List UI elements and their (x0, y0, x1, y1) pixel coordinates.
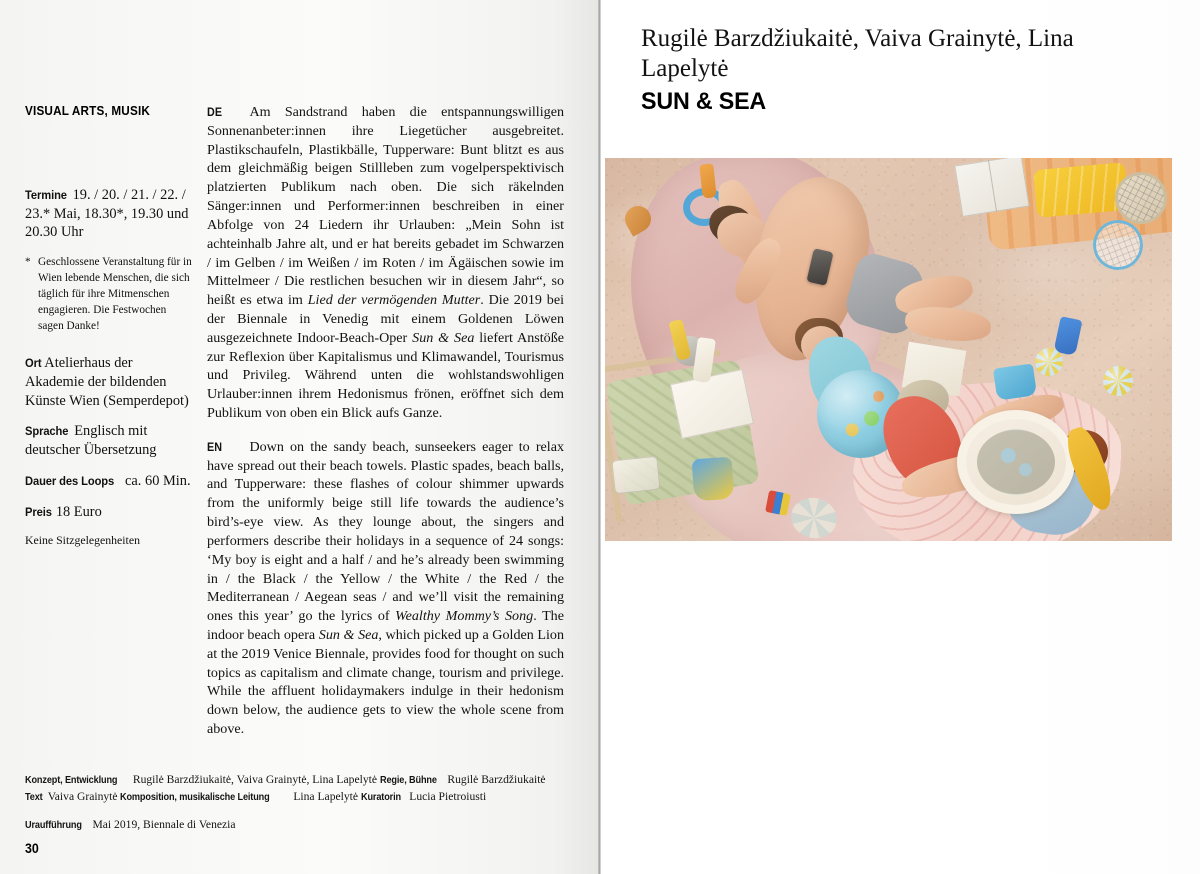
event-meta-sidebar (25, 104, 193, 549)
de-italic-song-title: Lied der vermögenden Mutter (307, 292, 481, 309)
meta-price-value: 18 Euro (55, 503, 102, 520)
language-marker-de: DE (207, 106, 223, 119)
en-italic-song-title: Wealthy Mommy’s Song (395, 608, 534, 625)
meta-footnote (25, 254, 193, 334)
blue-sand-bucket (993, 363, 1037, 400)
footnote-text: Geschlossene Veranstaltung für in Wien lebende Menschen, die sich täglich für ihre Mitmenschen engagieren. Die Festwochen sagen Danke! (38, 256, 192, 333)
en-text-part-2: . The indoor beach opera (207, 608, 564, 643)
page-gutter (598, 0, 601, 874)
meta-dates-value: 19. / 20. / 21. / 22. / 23.* Mai, 18.30*, 19.30 und 20.30 Uhr (25, 187, 189, 241)
de-italic-work-title: Sun & Sea (412, 329, 475, 346)
de-text-part-2: . Die 2019 bei der Biennale in Venedig mit einem Goldenen Löwen ausgezeichnete Indoor-Beach-Oper (207, 292, 564, 346)
credit-value: Mai 2019, Biennale di Venezia (89, 817, 236, 831)
meta-dates (25, 186, 193, 242)
credit-label: Kuratorin (360, 791, 401, 803)
language-marker-en: EN (207, 440, 223, 454)
meta-duration-label: Dauer des Loops (25, 473, 115, 488)
en-text-part-1: Down on the sandy beach, sunseekers eager to relax have spread out their beach towels. Plastic spades, beach balls, and Tupperware: these flashes of colour shimmer upwards from the uniformly beige still life towards the audience’s bird’s-eye view. As they lounge about, the singers and performers describe their holidays in a sequence of 24 songs: ‘My boy is eight and a half / and he’s already been swimming in / the Black / the Yellow / the White / the Red / the Mediterranean / Aegean seas / and we’ll visit the remaining ones this year’ go the lyrics of (207, 438, 564, 625)
production-photo (605, 158, 1172, 541)
beach-ball-yellow-2 (1103, 366, 1133, 396)
meta-language-value: Englisch mit deutscher Übersetzung (25, 423, 157, 459)
title-block (641, 24, 1161, 116)
credit-label: Regie, Bühne (379, 775, 437, 786)
tupperware-box (611, 456, 660, 495)
credit-label: Uraufführung (25, 819, 82, 831)
credit-value: Lucia Pietroiusti (406, 789, 487, 803)
yellow-inflatable-pillow (1033, 162, 1129, 218)
credits-block (25, 772, 565, 844)
blue-sand-toy (692, 457, 735, 502)
beach-ball-yellow (1035, 348, 1063, 376)
meta-venue-label: Ort (25, 356, 42, 371)
page-title: SUN & SEA (641, 88, 767, 115)
credit-value: Lina Lapelytė (290, 789, 361, 803)
body-text-column (207, 103, 564, 754)
rubiks-cube (765, 490, 791, 516)
credit-value: Vaiva Grainytė (45, 789, 121, 803)
meta-language (25, 422, 193, 459)
de-text-part-3: liefert Anstöße zur Reflexion über Kapitalismus und Klimawandel, Tourismus und Privileg. Während unten die wohlstandswohligen Urlauber:innen ihrem Hedonismus frönen, eröffnet sich dem Publikum von oben ein Blick aufs Ganze. (207, 329, 564, 421)
meta-language-label: Sprache (25, 424, 69, 439)
meta-price-label: Preis (25, 504, 52, 519)
section-kicker: VISUAL ARTS, MUSIK (25, 104, 151, 118)
footnote-asterisk: * (25, 256, 31, 269)
credit-value: Rugilė Barzdžiukaitė, Vaiva Grainytė, Lina Lapelytė (129, 773, 380, 786)
en-italic-work-title: Sun & Sea (318, 626, 379, 643)
en-text-part-3: , which picked up a Golden Lion at the 2019 Venice Biennale, provides food for thought on such topics as capitalism and climate change, tourism and privilege. While the affluent holidaymakers indulge in their hedonism down below, the audience gets to view the whole scene from above. (207, 626, 565, 737)
meta-dates-label: Termine (25, 188, 67, 202)
meta-price (25, 503, 193, 522)
page-number: 30 (25, 841, 39, 856)
credit-label: Konzept, Entwicklung (25, 775, 118, 786)
credits-line-1 (25, 772, 565, 806)
meta-seating-note: Keine Sitzgelegenheiten (25, 533, 140, 548)
authors-line: Rugilė Barzdžiukaitė, Vaiva Grainytė, Lina Lapelytė (641, 25, 1074, 82)
de-text-part-1: Am Sandstrand haben die entspannungswilligen Sonnenanbeter:innen ihre Liegetücher ausgebreitet. Plastikschaufeln, Plastikbälle, Tupperware: Bunt blitzt es aus dem gleichmäßig beigen Stillleben zum vogelperspektivisch platzierten Publikum nach oben. Die sich räkelnden Sänger:innen und Performer:innen beschreiben in einer Abfolge von 24 Liedern ihr Urlauben: „Mein Sohn ist achteinhalb Jahre alt, und er hat bereits gebadet im Schwarzen / im Gelben / im Weißen / im Roten / im Ägäischen sowie im Mittelmeer / Die restlichen besuchen wir in diesem Jahr“, so heißt es etwa im (207, 104, 564, 309)
meta-duration-value: ca. 60 Min. (125, 472, 191, 489)
open-magazine (954, 158, 1029, 217)
credits-line-2 (25, 817, 565, 834)
credit-value: Rugilė Barzdžiukaitė (444, 773, 546, 786)
meta-venue-value: Atelierhaus der Akademie der bildenden Künste Wien (Semperdepot) (25, 355, 189, 409)
paddling-pool-water (977, 430, 1055, 494)
paragraph-german (207, 103, 564, 423)
meta-duration (25, 472, 193, 491)
meta-venue (25, 354, 193, 410)
credit-label: Komposition, musikalische Leitung (120, 791, 271, 803)
photo-scene (605, 158, 1172, 541)
paragraph-english (207, 438, 564, 739)
credit-label: Text (25, 791, 43, 803)
